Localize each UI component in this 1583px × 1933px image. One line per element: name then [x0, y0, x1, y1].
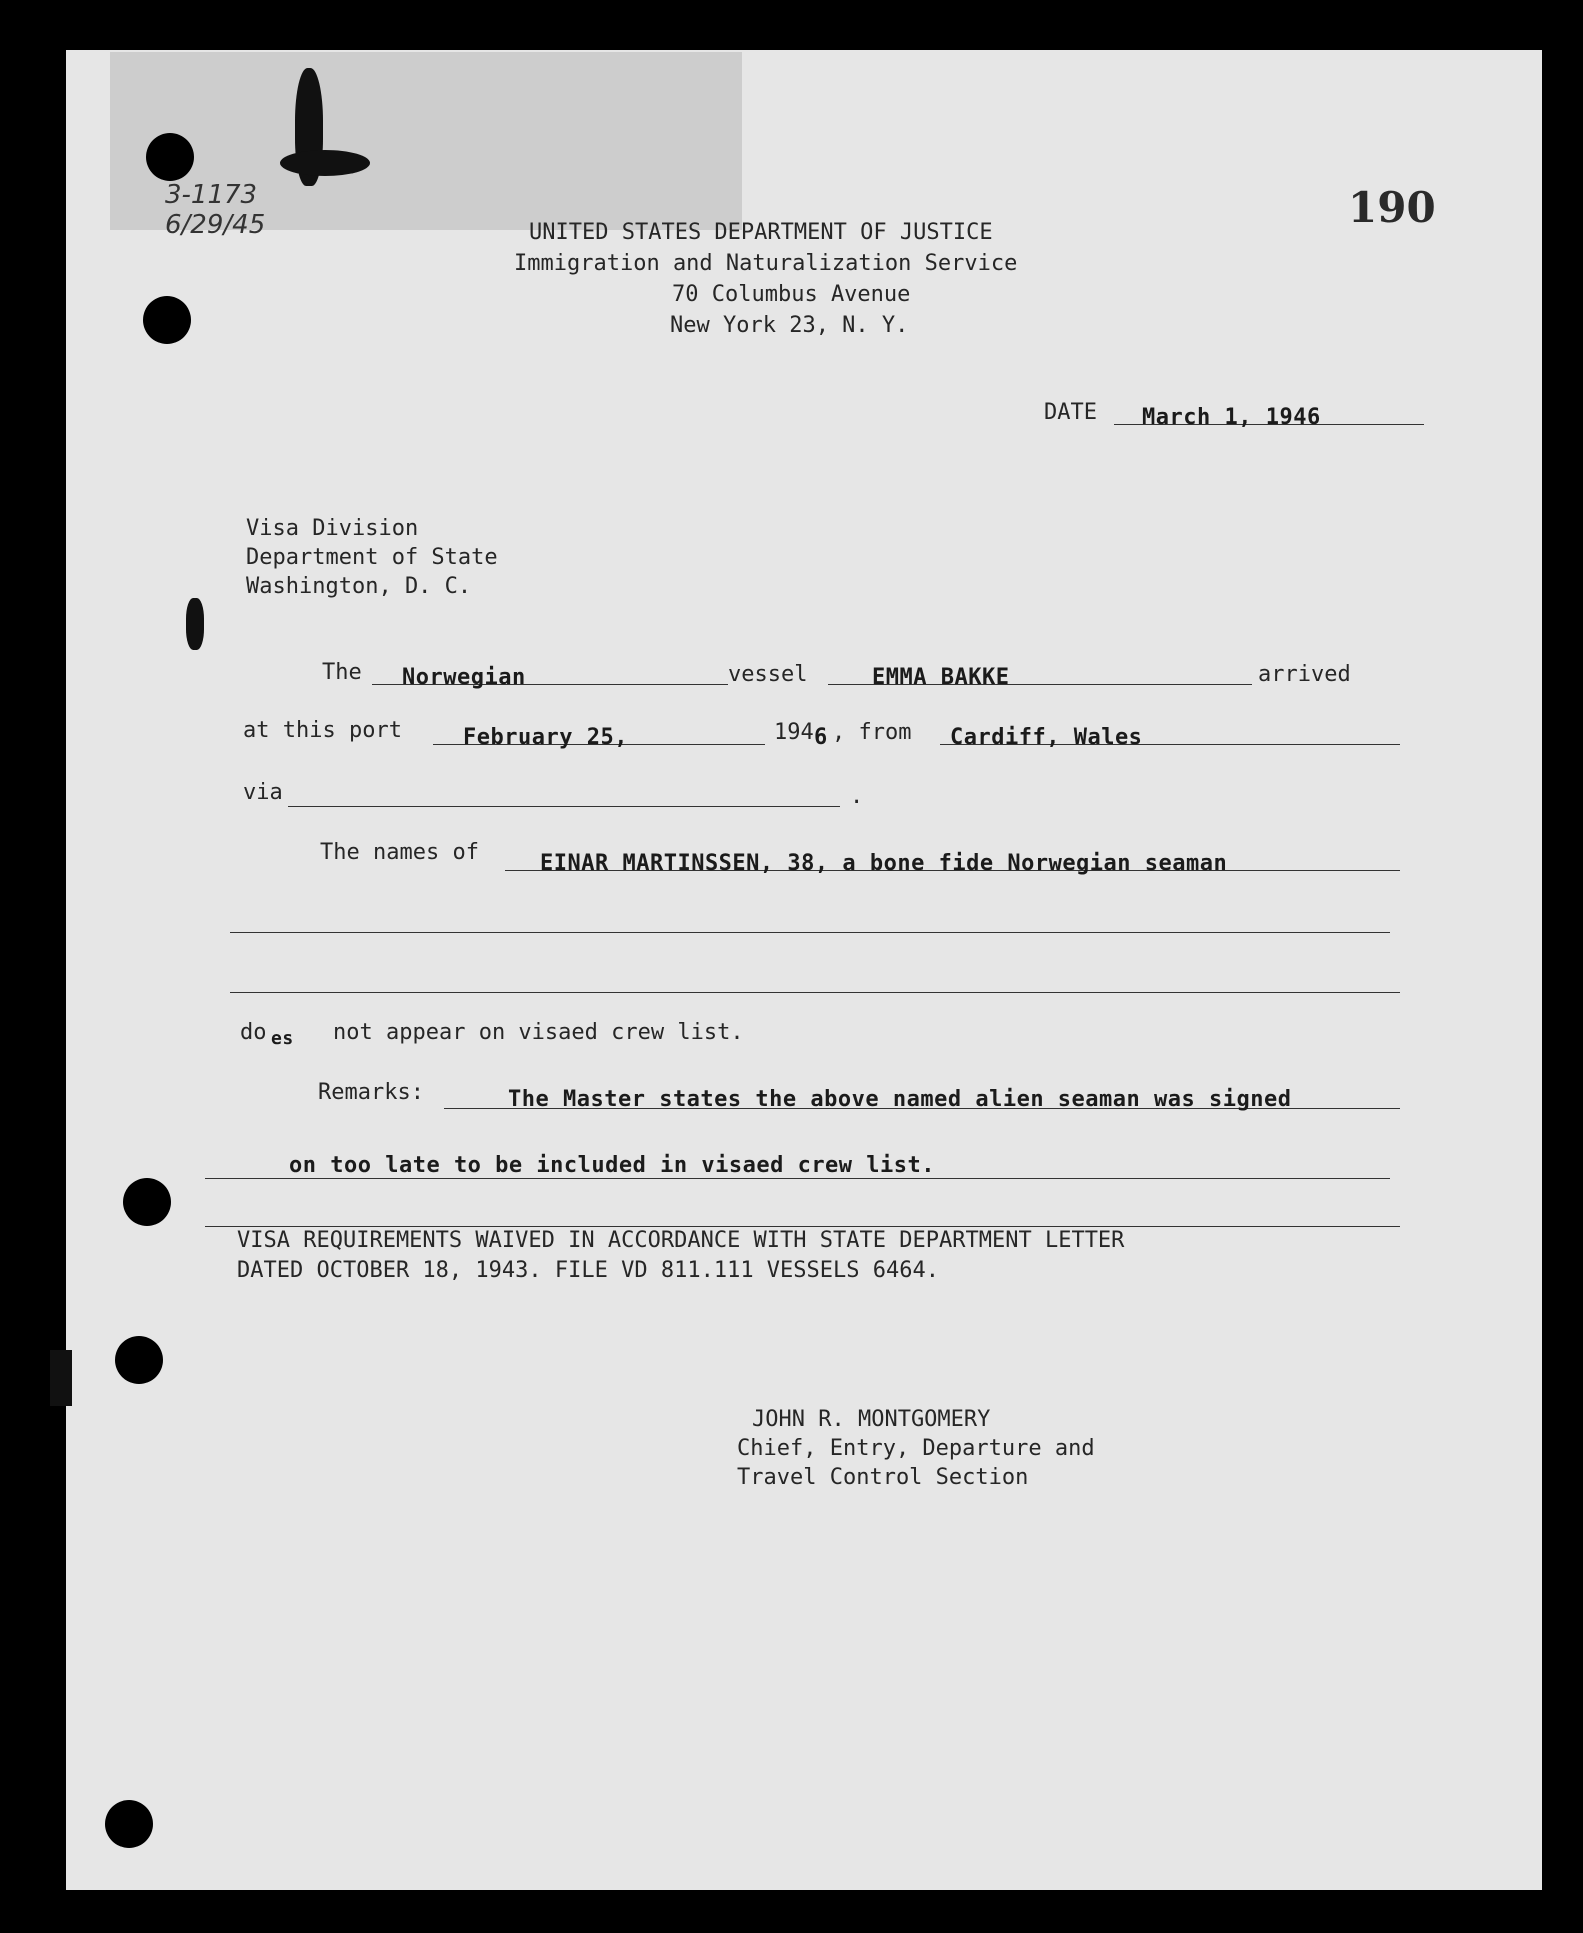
port-date-value: February 25,: [463, 725, 628, 750]
header-line3: 70 Columbus Avenue: [672, 282, 911, 307]
remarks-line-2: [205, 1178, 1390, 1179]
via-line: [288, 806, 840, 807]
addressee-line1: Visa Division: [246, 516, 419, 541]
arrived-label: arrived: [1258, 662, 1351, 687]
addressee-line2: Department of State: [246, 545, 498, 570]
does-overtype: es: [271, 1028, 294, 1049]
does-prefix: do: [240, 1020, 267, 1045]
punch-hole: [123, 1178, 171, 1226]
date-label: DATE: [1044, 400, 1097, 425]
via-label: via: [243, 780, 283, 805]
names-label: The names of: [320, 840, 479, 865]
year-prefix: 194: [774, 720, 814, 745]
remarks-line-3: [205, 1226, 1400, 1227]
names-blank-line-2: [230, 992, 1400, 993]
date-value: March 1, 1946: [1142, 405, 1321, 430]
remarks-line1: The Master states the above named alien seaman was signed: [508, 1087, 1292, 1112]
punch-hole: [115, 1336, 163, 1384]
page-number: 190: [1348, 183, 1436, 232]
waiver-line1: VISA REQUIREMENTS WAIVED IN ACCORDANCE WITH STATE DEPARTMENT LETTER: [237, 1228, 1125, 1253]
ink-stain: [50, 1350, 72, 1406]
remarks-line2: on too late to be included in visaed crew list.: [289, 1153, 936, 1178]
vessel-label: vessel: [728, 662, 808, 687]
from-label: , from: [832, 720, 912, 745]
vessel-name: EMMA BAKKE: [872, 665, 1010, 690]
waiver-line2: DATED OCTOBER 18, 1943. FILE VD 811.111 VESSELS 6464.: [237, 1258, 939, 1283]
header-line4: New York 23, N. Y.: [670, 313, 909, 338]
file-annotation-line1: 3-1173: [165, 180, 258, 210]
punch-hole: [146, 133, 194, 181]
year-suffix: 6: [814, 725, 828, 750]
signature-name: JOHN R. MONTGOMERY: [752, 1407, 991, 1432]
signature-title2: Travel Control Section: [737, 1465, 1029, 1490]
port-label: at this port: [243, 718, 402, 743]
via-period: .: [850, 784, 864, 809]
signature-title1: Chief, Entry, Departure and: [737, 1436, 1095, 1461]
file-annotation-line2: 6/29/45: [165, 210, 266, 240]
vessel-nationality: Norwegian: [402, 665, 526, 690]
names-blank-line-1: [230, 932, 1390, 933]
ink-stain: [186, 598, 204, 650]
punch-hole: [143, 296, 191, 344]
the-label: The: [322, 660, 362, 685]
does-not-text: not appear on visaed crew list.: [333, 1020, 744, 1045]
header-line1: UNITED STATES DEPARTMENT OF JUSTICE: [529, 220, 993, 245]
header-line2: Immigration and Naturalization Service: [514, 251, 1018, 276]
punch-hole: [105, 1800, 153, 1848]
from-value: Cardiff, Wales: [950, 725, 1143, 750]
addressee-line3: Washington, D. C.: [246, 574, 472, 599]
names-value: EINAR MARTINSSEN, 38, a bone fide Norwegian seaman: [540, 851, 1228, 876]
ink-stain: [280, 150, 370, 176]
remarks-label: Remarks:: [318, 1080, 424, 1105]
